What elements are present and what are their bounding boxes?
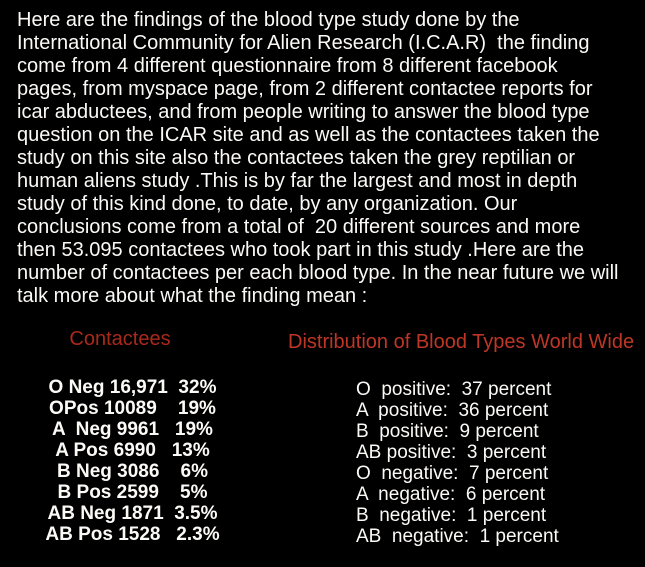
contactees-row: B Pos 2599 5% — [57, 482, 208, 503]
contactees-row: B Neg 3086 6% — [56, 461, 209, 482]
intro-line: study on this site also the contactees taken the grey reptilian or — [17, 147, 576, 169]
distribution-heading: Distribution of Blood Types World Wide — [288, 331, 635, 353]
contactees-row: AB Pos 1528 2.3% — [45, 524, 220, 545]
contactees-row: AB Neg 1871 3.5% — [47, 503, 218, 524]
intro-line: then 53.095 contactees who took part in this study .Here are the — [17, 239, 585, 261]
contactees-row: O Neg 16,971 32% — [48, 377, 217, 398]
contactees-heading: Contactees — [69, 328, 171, 350]
intro-line: number of contactees per each blood type. In the near future we will — [17, 262, 619, 284]
intro-line: pages, from myspace page, from 2 different contactee reports for — [17, 78, 593, 100]
intro-line: study of this kind done, to date, by any organization. Our — [17, 193, 518, 215]
contactees-row: OPos 10089 19% — [49, 398, 216, 419]
distribution-list — [356, 379, 559, 547]
intro-line: Here are the findings of the blood type study done by the — [17, 9, 520, 31]
distribution-row: A positive: 36 percent — [356, 400, 549, 421]
distribution-row: O positive: 37 percent — [356, 379, 552, 400]
intro-line: human aliens study .This is by far the largest and most in depth — [17, 170, 578, 192]
intro-line: question on the ICAR site and as well as the contactees taken the — [17, 124, 600, 146]
contactees-row: A Neg 9961 19% — [52, 419, 213, 440]
distribution-row: AB negative: 1 percent — [356, 526, 559, 547]
distribution-row: A negative: 6 percent — [356, 484, 546, 505]
distribution-row: AB positive: 3 percent — [356, 442, 547, 463]
contactees-list — [25, 377, 240, 545]
intro-paragraph — [17, 9, 642, 308]
intro-line: icar abductees, and from people writing to answer the blood type — [17, 101, 590, 123]
contactees-row: A Pos 6990 13% — [55, 440, 210, 461]
distribution-row: B positive: 9 percent — [356, 421, 539, 442]
distribution-row: O negative: 7 percent — [356, 463, 549, 484]
intro-line: conclusions come from a total of 20 different sources and more — [17, 216, 581, 238]
distribution-row: B negative: 1 percent — [356, 505, 547, 526]
intro-line: talk more about what the finding mean : — [17, 285, 368, 307]
intro-line: International Community for Alien Research (I.C.A.R) the finding — [17, 32, 590, 54]
intro-line: come from 4 different questionnaire from 8 different facebook — [17, 55, 558, 77]
